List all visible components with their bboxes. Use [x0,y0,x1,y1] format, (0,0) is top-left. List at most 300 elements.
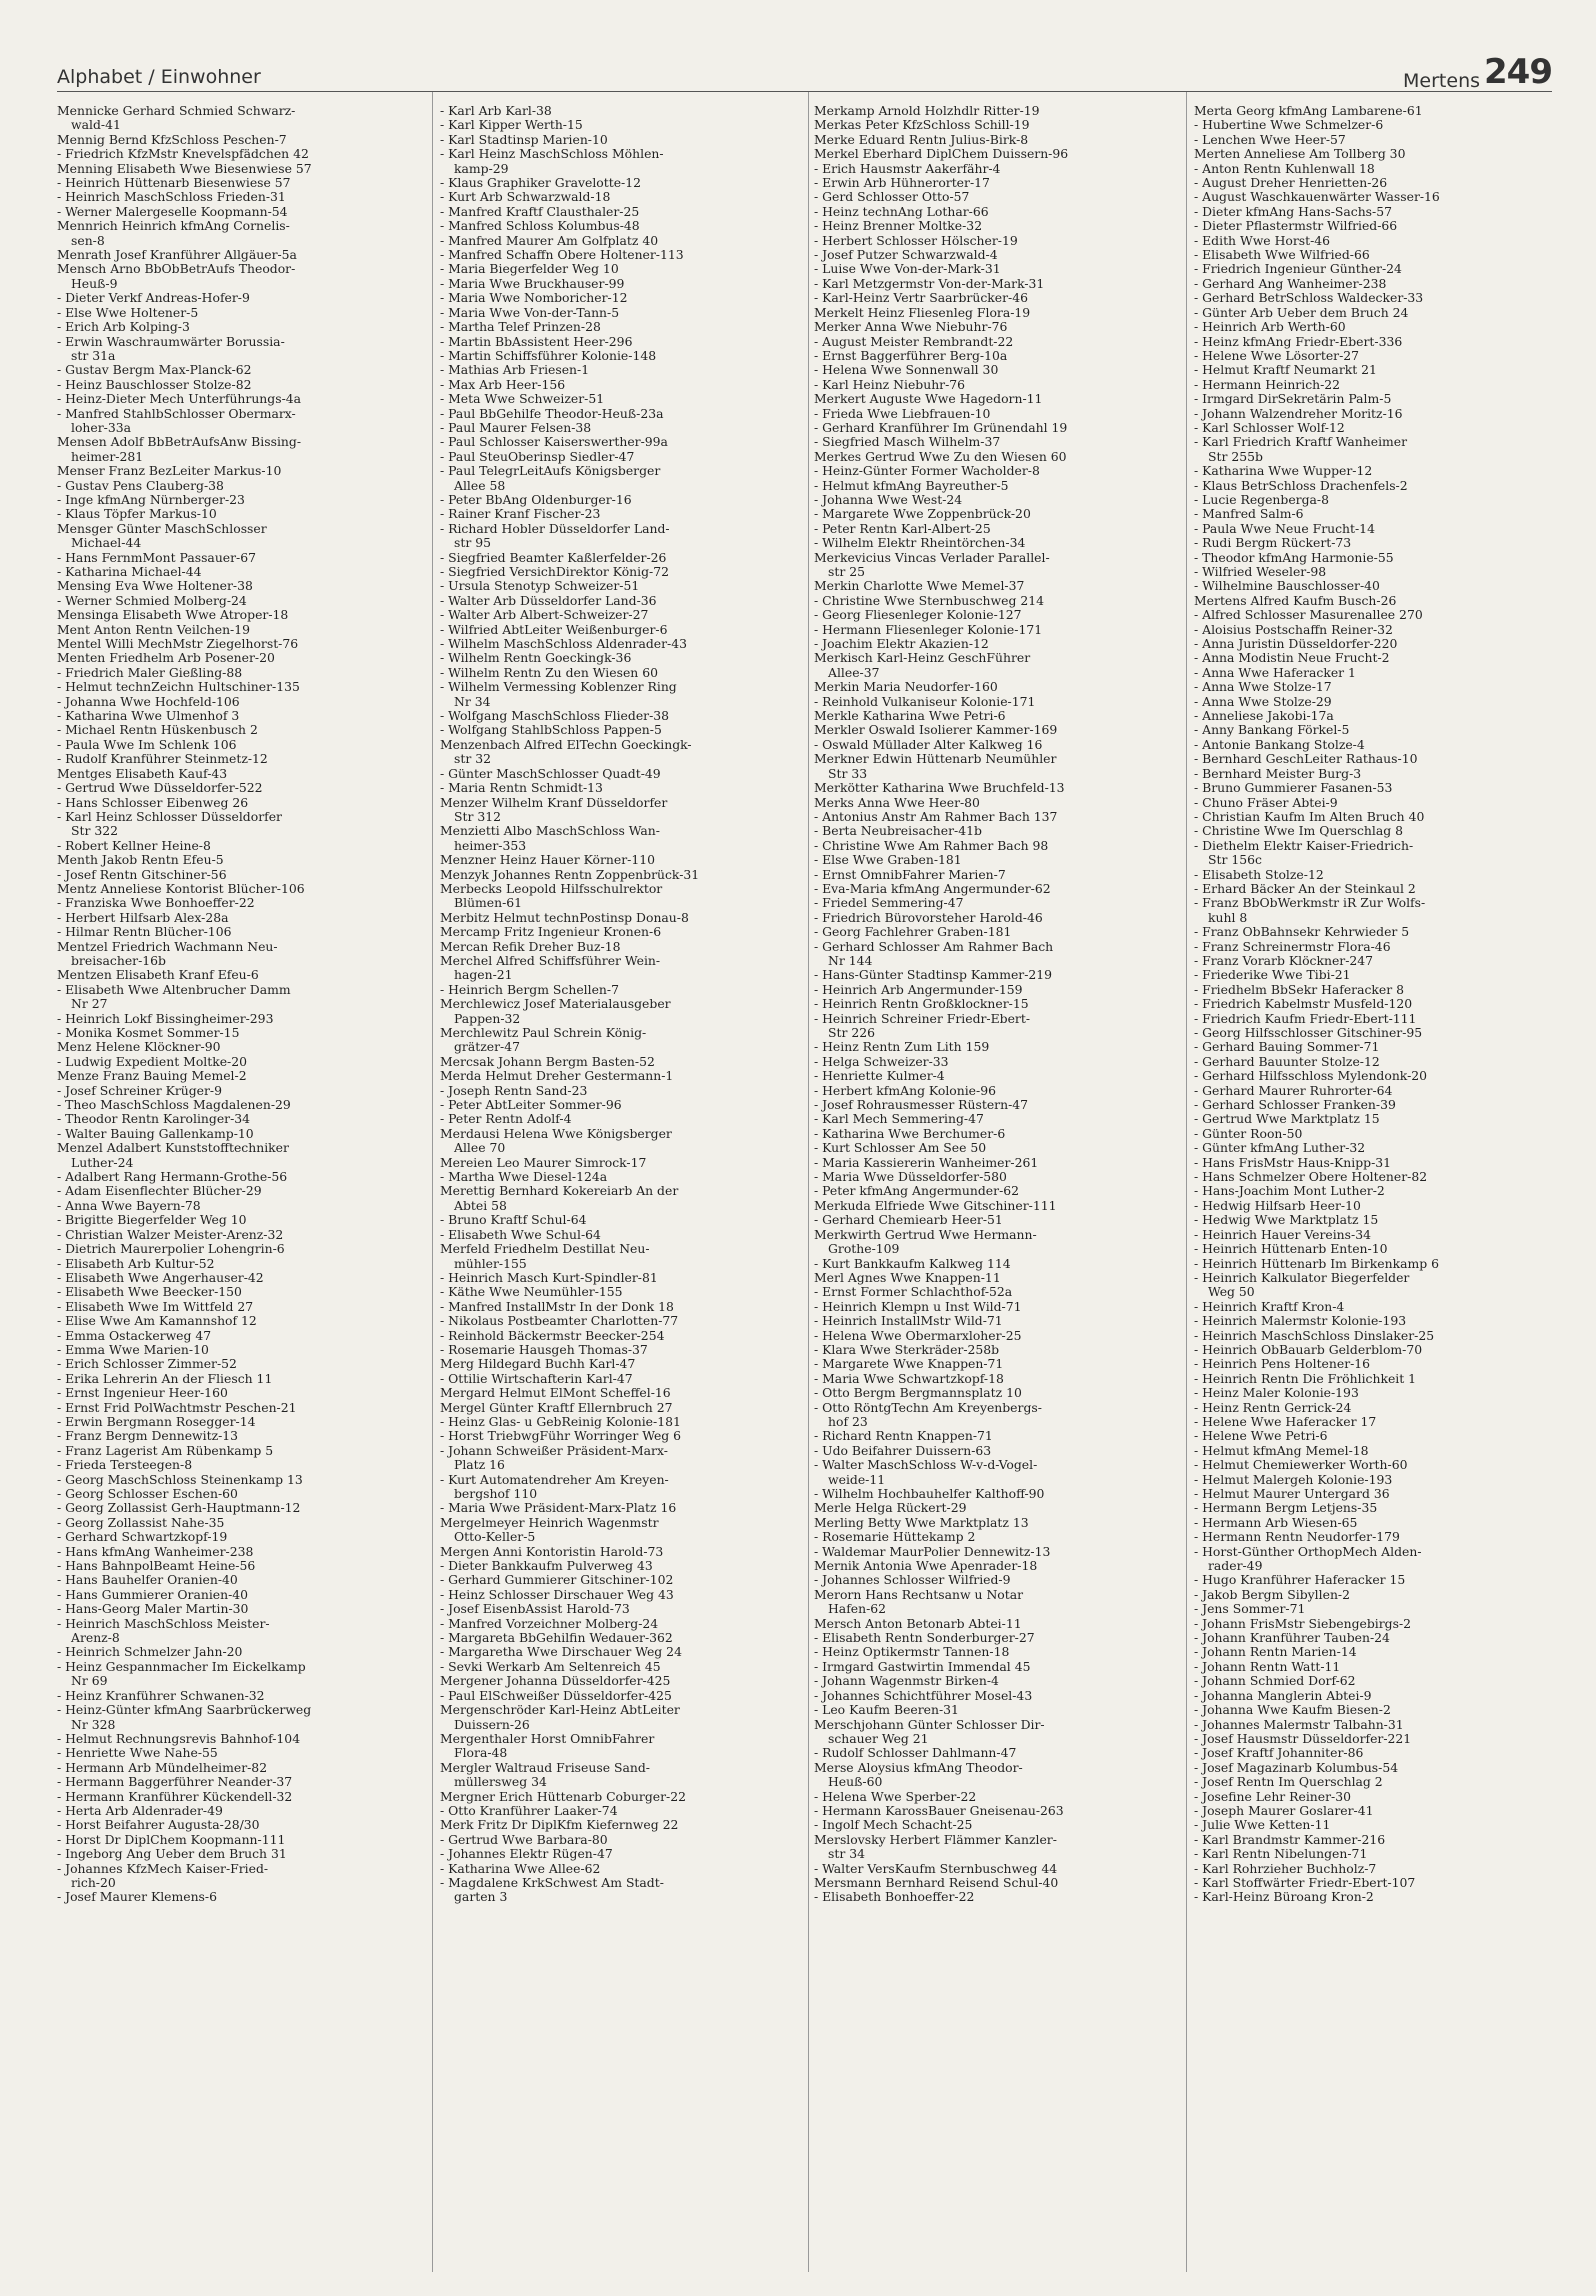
directory-entry: - Helmut kfmAng Bayreuther-5 [814,478,1009,493]
directory-entry: - Friedrich Maler Gießling-88 [57,665,243,680]
directory-entry: Merkin Maria Neudorfer-160 [814,680,998,695]
directory-entry: - Theo MaschSchloss Magdalenen-29 [57,1098,291,1113]
directory-entry: - Manfred Salm-6 [1194,507,1304,522]
directory-entry: - Georg Zollassist Gerh-Hauptmann-12 [57,1501,301,1516]
directory-entry: - Johannes Schlosser Wilfried-9 [814,1573,1011,1588]
directory-entry: - Hans Bauhelfer Oranien-40 [57,1573,238,1588]
directory-entry: - Elisabeth Wwe Im Wittfeld 27 [57,1299,254,1314]
directory-entry: - Wilhelm Hochbauhelfer Kalthoff-90 [814,1487,1045,1501]
directory-entry: - Heinz-Günter Former Wacholder-8 [814,464,1040,479]
directory-entry: - Werner Schmied Molberg-24 [57,593,247,608]
directory-entry: Mercan Refik Dreher Buz-18 [440,939,621,954]
entry-continuation: Pappen-32 [454,1011,521,1026]
directory-entry: - Hans Schmelzer Obere Holtener-82 [1194,1170,1428,1185]
directory-entry: Merettig Bernhard Kokereiarb An der [440,1184,679,1199]
directory-entry: - Henriette Kulmer-4 [814,1069,945,1084]
directory-entry: Ment Anton Rentn Veilchen-19 [57,622,250,637]
directory-entry: - Helena Wwe Sperber-22 [814,1789,977,1804]
directory-entry: - Hans-Joachim Mont Luther-2 [1194,1184,1385,1199]
directory-entry: - Maria Wwe Präsident-Marx-Platz 16 [440,1501,677,1516]
directory-entry: - Heinz Rentn Gerrick-24 [1194,1400,1352,1415]
directory-entry: - Henriette Wwe Nahe-55 [57,1746,218,1761]
directory-entry: Mentel Willi MechMstr Ziegelhorst-76 [57,637,299,652]
directory-entry: - Anneliese Jakobi-17a [1194,709,1334,724]
directory-entry: - Günter Roon-50 [1194,1126,1303,1141]
section-title: Alphabet / Einwohner [57,66,261,88]
directory-entry: - Günter Arb Ueber dem Bruch 24 [1194,305,1409,320]
directory-entry: - Emma Ostackerweg 47 [57,1328,212,1343]
directory-entry: - Bernhard Meister Burg-3 [1194,766,1362,781]
directory-entry: - Paul SteuOberinsp Siedler-47 [440,449,635,464]
running-head [1403,52,1552,92]
directory-entry: - Karl-Heinz Vertr Saarbrücker-46 [814,291,1028,306]
directory-entry: - Karl Rohrzieher Buchholz-7 [1194,1861,1377,1876]
directory-entry: Merkamp Arnold Holzhdlr Ritter-19 [814,104,1040,118]
directory-entry: - Anna Wwe Stolze-29 [1194,694,1332,709]
entry-continuation: schauer Weg 21 [828,1731,929,1746]
directory-entry: - Maria Rentn Schmidt-13 [440,781,603,796]
directory-entry: - Hugo Kranführer Haferacker 15 [1194,1573,1406,1588]
directory-entry: - Luise Wwe Von-der-Mark-31 [814,262,1001,277]
directory-entry: - Elisabeth Wwe Beecker-150 [57,1285,242,1300]
directory-entry: - Rudi Bergm Rückert-73 [1194,536,1352,551]
directory-entry: Merkert Auguste Wwe Hagedorn-11 [814,392,1043,407]
directory-entry: - Erich Hausmstr Aakerfähr-4 [814,161,1001,176]
directory-entry: - Heinrich Arb Werth-60 [1194,320,1346,335]
directory-entry: - Joseph Rentn Sand-23 [440,1083,588,1098]
directory-entry: - Peter BbAng Oldenburger-16 [440,492,632,507]
directory-entry: Merkisch Karl-Heinz GeschFührer [814,651,1031,666]
directory-entry: - Maria Kassiererin Wanheimer-261 [814,1155,1039,1170]
directory-entry: - Heinrich Bergm Schellen-7 [440,982,619,997]
directory-entry: - Gertrud Wwe Barbara-80 [440,1832,608,1847]
directory-entry: Mergen Anni Kontoristin Harold-73 [440,1544,664,1559]
directory-entry: Merten Anneliese Am Tollberg 30 [1194,147,1406,162]
directory-entry: - Wilfried Weseler-98 [1194,565,1327,579]
directory-entry: - Friedrich Ingenieur Günther-24 [1194,262,1402,277]
directory-entry: - Frieda Tersteegen-8 [57,1458,193,1473]
directory-entry: - Georg Fliesenleger Kolonie-127 [814,608,1022,623]
directory-entry: - Walter Arb Albert-Schweizer-27 [440,608,649,623]
directory-entry: - Dietrich Maurerpolier Lohengrin-6 [57,1242,285,1257]
directory-entry: - Herbert Schlosser Hölscher-19 [814,233,1018,248]
directory-entry: - Helene Wwe Petri-6 [1194,1429,1328,1444]
directory-entry: - Josef Rentn Im Querschlag 2 [1194,1775,1383,1790]
directory-entry: - Karl-Heinz Büroang Kron-2 [1194,1890,1374,1905]
entry-continuation: str 34 [828,1847,865,1862]
entry-continuation: hof 23 [828,1414,868,1429]
directory-entry: - Helmut kfmAng Memel-18 [1194,1443,1369,1458]
directory-entry: - Horst TriebwgFühr Worringer Weg 6 [440,1429,682,1444]
entry-continuation: Nr 144 [828,953,873,968]
entry-continuation: kuhl 8 [1208,910,1248,925]
directory-entry: - Heinz Rentn Zum Lith 159 [814,1040,990,1055]
directory-entry: - Bruno Kraftf Schul-64 [440,1213,587,1228]
directory-entry: - Johanna Wwe Hochfeld-106 [57,694,240,709]
column-2 [440,104,806,2274]
directory-entry: - Hermann Arb Mündelheimer-82 [57,1760,268,1775]
directory-entry: - Margarete Wwe Knappen-71 [814,1357,1004,1372]
directory-entry: - Paul Maurer Felsen-38 [440,420,592,435]
directory-entry: Merkwirth Gertrud Wwe Hermann- [814,1227,1037,1242]
directory-entry: - Josef Hausmstr Düsseldorfer-221 [1194,1731,1412,1746]
directory-entry: Merfeld Friedhelm Destillat Neu- [440,1242,650,1257]
directory-entry: - Kurt Automatendreher Am Kreyen- [440,1472,669,1487]
directory-entry: - Margarete Wwe Zoppenbrück-20 [814,507,1031,522]
directory-entry: - Karl Heinz Niebuhr-76 [814,377,966,392]
directory-entry: - Anna Modistin Neue Frucht-2 [1194,651,1390,666]
entry-continuation: Luther-24 [71,1155,134,1170]
directory-entry: Mercsak Johann Bergm Basten-52 [440,1054,655,1069]
directory-entry: - Siegfried Masch Wilhelm-37 [814,435,1001,450]
directory-entry: - Friedrich KfzMstr Knevelspfädchen 42 [57,147,309,162]
directory-entry: - Manfred Kraftf Clausthaler-25 [440,204,640,219]
directory-entry: - Else Wwe Graben-181 [814,853,962,868]
directory-entry: - Leo Kaufm Beeren-31 [814,1703,959,1718]
directory-entry: - Otto RöntgTechn Am Kreyenbergs- [814,1400,1042,1415]
directory-entry: - Rosemarie Hüttekamp 2 [814,1530,976,1545]
directory-entry: - Heinz Gespannmacher Im Eickelkamp [57,1659,306,1674]
directory-entry: - Franziska Wwe Bonhoeffer-22 [57,896,255,911]
directory-entry: - Paula Wwe Im Schlenk 106 [57,737,237,752]
directory-entry: - Wolfgang StahlbSchloss Pappen-5 [440,723,662,738]
directory-entry: - Friedrich Kaufm Friedr-Ebert-111 [1194,1011,1417,1026]
directory-entry: - Georg Hilfsschlosser Gitschiner-95 [1194,1026,1423,1040]
directory-entry: - Paula Wwe Neue Frucht-14 [1194,521,1375,536]
directory-entry: Mennicke Gerhard Schmied Schwarz- [57,104,296,118]
directory-entry: - Udo Beifahrer Duissern-63 [814,1443,992,1458]
directory-entry: - Walter MaschSchloss W-v-d-Vogel- [814,1458,1038,1473]
directory-entry: - Aloisius Postschaffn Reiner-32 [1194,622,1393,637]
directory-entry: Merkner Edwin Hüttenarb Neumühler [814,752,1057,767]
directory-entry: - Peter AbtLeiter Sommer-96 [440,1098,622,1113]
directory-entry: - Mathias Arb Friesen-1 [440,363,590,378]
directory-entry: Merk Fritz Dr DiplKfm Kiefernweg 22 [440,1818,679,1833]
directory-entry: - Lucie Regenberga-8 [1194,492,1329,507]
directory-entry: - Manfred Schloss Kolumbus-48 [440,219,640,234]
directory-entry: Merks Anna Wwe Heer-80 [814,795,980,810]
directory-entry: Mergener Johanna Düsseldorfer-425 [440,1674,671,1689]
entry-continuation: hagen-21 [454,968,513,983]
directory-entry: - Gustav Pens Clauberg-38 [57,478,224,493]
directory-entry: - Heinrich Arb Angermunder-159 [814,982,1023,997]
directory-entry: - Georg Schlosser Eschen-60 [57,1487,238,1501]
directory-entry: - Helena Wwe Obermarxloher-25 [814,1328,1022,1343]
directory-entry: - Johann Schmied Dorf-62 [1194,1674,1356,1689]
directory-entry: - Elisabeth Wwe Schul-64 [440,1227,601,1242]
directory-entry: - Heinz Schlosser Dirschauer Weg 43 [440,1587,674,1602]
directory-entry: - Günter kfmAng Luther-32 [1194,1141,1366,1156]
entry-continuation: heimer-353 [454,838,527,853]
directory-entry: - Reinhold Vulkaniseur Kolonie-171 [814,694,1036,709]
directory-entry: - Wilhelm Vermessing Koblenzer Ring [440,680,677,695]
directory-entry: - Gerhard Schlosser Franken-39 [1194,1098,1396,1113]
directory-entry: - Erich Schlosser Zimmer-52 [57,1357,237,1372]
directory-entry: - Johanna Wwe West-24 [814,492,963,507]
directory-entry: Mersmann Bernhard Reisend Schul-40 [814,1875,1059,1890]
entry-continuation: rich-20 [71,1875,116,1890]
directory-entry: - Theodor Rentn Karolinger-34 [57,1112,251,1127]
entry-continuation: Str 312 [454,809,501,824]
directory-entry: - Paul BbGehilfe Theodor-Heuß-23a [440,406,664,421]
directory-entry: - Waldemar MaurPolier Dennewitz-13 [814,1544,1051,1559]
directory-entry: - Gerhard Gummierer Gitschiner-102 [440,1573,674,1588]
directory-entry: - Elisabeth Wwe Wilfried-66 [1194,248,1370,263]
directory-entry: - Katharina Wwe Ulmenhof 3 [57,709,240,724]
entry-continuation: Grothe-109 [828,1242,900,1257]
directory-entry: - Paul TelegrLeitAufs Königsberger [440,464,661,479]
entry-continuation: Weg 50 [1208,1285,1255,1300]
directory-entry: - Ingolf Mech Schacht-25 [814,1818,973,1833]
directory-entry: - Gerhard Hilfsschloss Mylendonk-20 [1194,1069,1428,1084]
directory-entry: Mensen Adolf BbBetrAufsAnw Bissing- [57,435,302,450]
directory-entry: - Peter Rentn Karl-Albert-25 [814,521,991,536]
directory-entry: - Dieter Pflastermstr Wilfried-66 [1194,219,1398,234]
directory-entry: - Rainer Kranf Fischer-23 [440,507,601,522]
directory-entry: - Helmut technZeichn Hultschiner-135 [57,680,300,695]
directory-entry: - Johann Schweißer Präsident-Marx- [440,1443,668,1458]
directory-entry: - Erwin Waschraumwärter Borussia- [57,334,285,349]
directory-entry: - Karl Kipper Werth-15 [440,118,583,133]
directory-entry: - Antonius Anstr Am Rahmer Bach 137 [814,809,1058,824]
directory-entry: - Wilhelmine Bauschlosser-40 [1194,579,1380,594]
directory-entry: - Anna Wwe Bayern-78 [57,1198,201,1213]
directory-entry: - Michael Rentn Hüskenbusch 2 [57,723,258,738]
directory-entry: - Hedwig Wwe Marktplatz 15 [1194,1213,1379,1228]
directory-entry: - Heinz-Dieter Mech Unterführungs-4a [57,392,302,407]
directory-entry: - Josef Magazinarb Kolumbus-54 [1194,1760,1399,1775]
directory-entry: - Johann Walzendreher Moritz-16 [1194,406,1403,421]
directory-entry: - Inge kfmAng Nürnberger-23 [57,492,245,507]
directory-entry: - Ernst Baggerführer Berg-10a [814,348,1008,363]
directory-entry: - Ingeborg Ang Ueber dem Bruch 31 [57,1847,287,1862]
directory-entry: - Manfred Schaffn Obere Holtener-113 [440,248,684,263]
entry-continuation: wald-41 [71,118,121,133]
directory-entry: - Heinrich Rentn Die Fröhlichkeit 1 [1194,1371,1417,1386]
entry-continuation: müllersweg 34 [454,1775,547,1790]
entry-continuation: Allee-37 [828,665,880,680]
entry-continuation: heimer-281 [71,449,144,464]
directory-entry: - Josef Putzer Schwarzwald-4 [814,248,998,263]
directory-entry: - Ernst Ingenieur Heer-160 [57,1386,228,1401]
directory-entry: - Sevki Werkarb Am Seltenreich 45 [440,1659,661,1674]
directory-entry: - Rudolf Schlosser Dahlmann-47 [814,1746,1017,1761]
directory-entry: - Georg Fachlehrer Graben-181 [814,925,1012,940]
directory-entry: - Heinrich ObBauarb Gelderblom-70 [1194,1342,1423,1357]
entry-continuation: Str 226 [828,1026,875,1040]
directory-entry: - Lenchen Wwe Heer-57 [1194,132,1346,147]
directory-entry: - Maria Wwe Nomboricher-12 [440,291,628,306]
directory-entry: - Siegfried Beamter Kaßlerfelder-26 [440,550,667,565]
directory-entry: - Walter VersKaufm Sternbuschweg 44 [814,1861,1058,1876]
directory-entry: Merkevicius Vincas Verlader Parallel- [814,550,1050,565]
entry-continuation: str 32 [454,752,491,767]
directory-entry: - Magdalene KrkSchwest Am Stadt- [440,1875,664,1890]
directory-entry: - Heinrich Masch Kurt-Spindler-81 [440,1270,658,1285]
directory-entry: Merkin Charlotte Wwe Memel-37 [814,579,1025,594]
entry-continuation: Blümen-61 [454,896,523,911]
directory-entry: - Otto Bergm Bergmannsplatz 10 [814,1386,1022,1401]
directory-entry: - Anna Wwe Stolze-17 [1194,680,1332,695]
directory-entry: - Margareta BbGehilfin Wedauer-362 [440,1631,673,1646]
directory-entry: - Gertrud Wwe Marktplatz 15 [1194,1112,1380,1127]
directory-entry: - Gerhard Chemiearb Heer-51 [814,1213,1003,1228]
directory-entry: - Heinz technAng Lothar-66 [814,204,989,219]
directory-entry: - Wilhelm Elektr Rheintörchen-34 [814,536,1026,551]
directory-entry: - Ludwig Expedient Moltke-20 [57,1054,248,1069]
directory-entry: Mentz Anneliese Kontorist Blücher-106 [57,881,305,896]
directory-entry: - Maria Biegerfelder Weg 10 [440,262,619,277]
directory-entry: - Jakob Bergm Sibyllen-2 [1194,1587,1350,1602]
directory-entry: - Adam Eisenflechter Blücher-29 [57,1184,262,1199]
directory-entry: - Helmut Chemiewerker Worth-60 [1194,1458,1408,1473]
directory-entry: - Heinrich Rentn Großklockner-15 [814,997,1029,1012]
directory-entry: - Karl Arb Karl-38 [440,104,552,118]
entry-continuation: Str 322 [71,824,118,839]
directory-entry: - Heinrich MaschSchloss Meister- [57,1616,270,1631]
column-3 [814,104,1184,2274]
column-separator [1186,92,1187,2272]
directory-entry: - Heinrich Hüttenarb Enten-10 [1194,1242,1388,1257]
directory-entry: - Hans Gummierer Oranien-40 [57,1587,249,1602]
directory-entry: - Erwin Bergmann Rosegger-14 [57,1414,256,1429]
directory-entry: - Johann Rentn Marien-14 [1194,1645,1357,1660]
directory-entry: Merkötter Katharina Wwe Bruchfeld-13 [814,781,1065,796]
column-4 [1194,104,1552,2274]
directory-entry: Mereien Leo Maurer Simrock-17 [440,1155,647,1170]
directory-entry: - Georg Zollassist Nahe-35 [57,1515,225,1530]
entry-continuation: Hafen-62 [828,1602,887,1617]
directory-entry: Merse Aloysius kfmAng Theodor- [814,1760,1023,1775]
directory-entry: - Margaretha Wwe Dirschauer Weg 24 [440,1645,682,1660]
directory-entry: Menz Helene Klöckner-90 [57,1040,221,1055]
directory-entry: - Adalbert Rang Hermann-Grothe-56 [57,1170,288,1185]
directory-entry: - Martha Telef Prinzen-28 [440,320,601,335]
directory-entry: Merl Agnes Wwe Knappen-11 [814,1270,1001,1285]
directory-entry: - Friedrich Bürovorsteher Harold-46 [814,910,1043,925]
directory-entry: - Hans BahnpolBeamt Heine-56 [57,1559,256,1574]
directory-entry: - Emma Wwe Marien-10 [57,1342,209,1357]
directory-entry: - Walter Arb Düsseldorfer Land-36 [440,593,657,608]
directory-entry: - Max Arb Heer-156 [440,377,566,392]
directory-entry: - Theodor kfmAng Harmonie-55 [1194,550,1394,565]
page-number: 249 [1484,52,1552,92]
directory-entry: - Wilhelm Rentn Goeckingk-36 [440,651,632,666]
directory-entry: - Bruno Gummierer Fasanen-53 [1194,781,1393,796]
directory-entry: - Paul Schlosser Kaiserswerther-99a [440,435,668,450]
directory-entry: Menze Franz Bauing Memel-2 [57,1069,247,1084]
column-separator [432,92,433,2272]
entry-continuation: garten 3 [454,1890,508,1905]
directory-entry: - Helene Wwe Haferacker 17 [1194,1414,1377,1429]
directory-entry: - Johannes Schichtführer Mosel-43 [814,1688,1033,1703]
directory-entry: Mergenschröder Karl-Heinz AbtLeiter [440,1703,680,1718]
directory-entry: - Heinrich Hauer Vereins-34 [1194,1227,1371,1242]
directory-entry: - Katharina Wwe Allee-62 [440,1861,601,1876]
directory-entry: - Josef Maurer Klemens-6 [57,1890,217,1905]
directory-entry: - Helena Wwe Sonnenwall 30 [814,363,999,378]
directory-entry: - Ernst OmnibFahrer Marien-7 [814,867,1006,882]
directory-entry: - Maria Wwe Schwartzkopf-18 [814,1371,1004,1386]
directory-entry: - Joseph Maurer Goslarer-41 [1194,1803,1374,1818]
directory-entry: - Gerhard Schlosser Am Rahmer Bach [814,939,1054,954]
directory-entry: - August Meister Rembrandt-22 [814,334,1014,349]
directory-entry: Merta Georg kfmAng Lambarene-61 [1194,104,1423,118]
directory-entry: - Friedrich Kabelmstr Musfeld-120 [1194,997,1413,1012]
directory-entry: - Johann Rentn Watt-11 [1194,1659,1341,1674]
directory-entry: - Heinrich InstallMstr Wild-71 [814,1314,1003,1329]
directory-entry: - Josef Schreiner Krüger-9 [57,1083,222,1098]
entry-continuation: Heuß-60 [828,1775,883,1790]
directory-entry: - Josef EisenbAssist Harold-73 [440,1602,630,1617]
directory-entry: - Georg MaschSchloss Steinenkamp 13 [57,1472,303,1487]
directory-entry: Menzyk Johannes Rentn Zoppenbrück-31 [440,867,700,882]
page-header [57,52,1552,92]
directory-entry: - Gerhard Bauing Sommer-71 [1194,1040,1380,1055]
directory-entry: - Eva-Maria kfmAng Angermunder-62 [814,881,1051,896]
directory-entry: - Heinrich Lokf Bissingheimer-293 [57,1011,274,1026]
directory-entry: - Christian Walzer Meister-Arenz-32 [57,1227,284,1242]
directory-entry: Mergelmeyer Heinrich Wagenmstr [440,1515,659,1530]
directory-entry: - Heinz kfmAng Friedr-Ebert-336 [1194,334,1403,349]
directory-entry: - Nikolaus Postbeamter Charlotten-77 [440,1314,679,1329]
directory-entry: - Walter Bauing Gallenkamp-10 [57,1126,254,1141]
entry-continuation: weide-11 [828,1472,886,1487]
directory-entry: - Gerhard BetrSchloss Waldecker-33 [1194,291,1424,306]
directory-entry: - Heinz Glas- u GebReinig Kolonie-181 [440,1414,681,1429]
directory-entry: Mensch Arno BbObBetrAufs Theodor- [57,262,296,277]
directory-entry: - Johann FrisMstr Siebengebirgs-2 [1194,1616,1412,1631]
directory-entry: - Maria Wwe Bruckhauser-99 [440,276,625,291]
directory-entry: Mersch Anton Betonarb Abtei-11 [814,1616,1022,1631]
directory-entry: - Helmut Kraftf Neumarkt 21 [1194,363,1377,378]
directory-entry: Mentzel Friedrich Wachmann Neu- [57,939,278,954]
entry-continuation: Platz 16 [454,1458,505,1473]
directory-entry: Menzer Wilhelm Kranf Düsseldorfer [440,795,668,810]
directory-entry: - Antonie Bankang Stolze-4 [1194,737,1365,752]
directory-entry: - Johannes KfzMech Kaiser-Fried- [57,1861,269,1876]
directory-entry: - Werner Malergeselle Koopmann-54 [57,204,288,219]
directory-entry: - Johanna Wwe Kaufm Biesen-2 [1194,1703,1391,1718]
directory-entry: - Gerd Schlosser Otto-57 [814,190,970,205]
directory-entry: - Helmut Maurer Untergard 36 [1194,1487,1390,1501]
directory-entry: - Hans FrisMstr Haus-Knipp-31 [1194,1155,1392,1170]
directory-entry: - Irmgard DirSekretärin Palm-5 [1194,392,1392,407]
entry-continuation: Otto-Keller-5 [454,1530,536,1545]
directory-entry: - Erwin Arb Hühnerorter-17 [814,176,990,191]
directory-entry: - Franz BbObWerkmstr iR Zur Wolfs- [1194,896,1426,911]
directory-entry: - Hans-Günter Stadtinsp Kammer-219 [814,968,1053,983]
directory-entry: - Karl Stadtinsp Marien-10 [440,132,608,147]
directory-entry: - Christine Wwe Sternbuschweg 214 [814,593,1044,608]
directory-entry: - Josef Kraftf Johanniter-86 [1194,1746,1364,1761]
entry-continuation: rader-49 [1208,1559,1263,1574]
directory-entry: - Johanna Manglerin Abtei-9 [1194,1688,1372,1703]
directory-entry: - Martha Wwe Diesel-124a [440,1170,608,1185]
directory-entry: - Horst Dr DiplChem Koopmann-111 [57,1832,286,1847]
directory-entry: - Monika Kosmet Sommer-15 [57,1026,240,1040]
directory-entry: Merda Helmut Dreher Gestermann-1 [440,1069,674,1084]
directory-entry: - Heinz Brenner Moltke-32 [814,219,983,234]
entry-continuation: loher-33a [71,420,131,435]
directory-entry: - Günter MaschSchlosser Quadt-49 [440,766,661,781]
directory-entry: - Wolfgang MaschSchloss Flieder-38 [440,709,670,724]
directory-entry: Mentges Elisabeth Kauf-43 [57,766,228,781]
directory-entry: Merbecks Leopold Hilfsschulrektor [440,881,663,896]
directory-entry: - Edith Wwe Horst-46 [1194,233,1331,248]
directory-entry: Merkler Oswald Isolierer Kammer-169 [814,723,1058,738]
directory-entry: - Hans Schlosser Eibenweg 26 [57,795,249,810]
